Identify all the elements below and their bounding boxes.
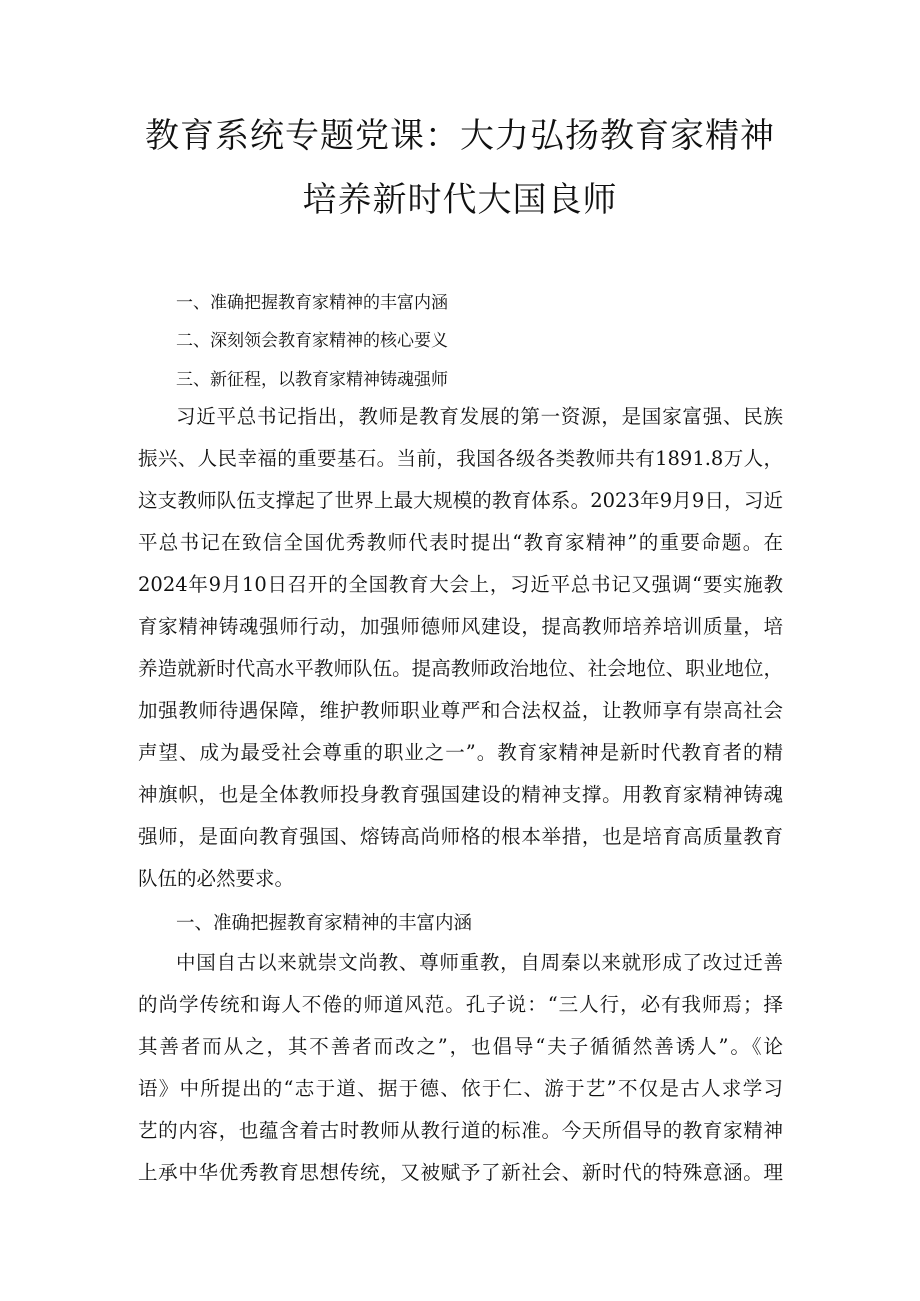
paragraph-1-line: 队伍的必然要求。 [138, 867, 295, 890]
paragraph-1-line: 2024年9月10日召开的全国教育大会上，习近平总书记又强调“要实施教 [138, 573, 783, 596]
paragraph-2-line: 语》中所提出的“志于道、据于德、依于仁、游于艺”不仅是古人求学习 [138, 1077, 783, 1100]
paragraph-1-line: 振兴、人民幸福的重要基石。当前，我国各级各类教师共有1891.8万人， [138, 447, 783, 470]
paragraph-2-line: 上承中华优秀教育思想传统，又被赋予了新社会、新时代的特殊意涵。理 [138, 1161, 783, 1184]
paragraph-1-line: 这支教师队伍支撑起了世界上最大规模的教育体系。2023年9月9日，习近 [138, 489, 783, 512]
paragraph-1-line: 强师，是面向教育强国、熔铸高尚师格的根本举措，也是培育高质量教育 [138, 825, 783, 848]
document-title-line-2: 培养新时代大国良师 [302, 180, 618, 220]
paragraph-1-line: 加强教师待遇保障，维护教师职业尊严和合法权益，让教师享有崇高社会 [138, 699, 783, 722]
paragraph-1-line: 养造就新时代高水平教师队伍。提高教师政治地位、社会地位、职业地位， [138, 657, 783, 680]
paragraph-1-line: 平总书记在致信全国优秀教师代表时提出“教育家精神”的重要命题。在 [138, 531, 783, 554]
paragraph-2-line: 艺的内容，也蕴含着古时教师从教行道的标准。今天所倡导的教育家精神 [138, 1119, 783, 1142]
paragraph-2-line: 的尚学传统和诲人不倦的师道风范。孔子说：“三人行，必有我师焉；择 [138, 993, 783, 1016]
section-1-heading: 一、准确把握教育家精神的丰富内涵 [176, 913, 473, 934]
toc-item-3: 三、新征程，以教育家精神铸魂强师 [176, 370, 448, 390]
paragraph-2-line: 中国自古以来就崇文尚教、尊师重教，自周秦以来就形成了改过迁善 [176, 951, 783, 974]
paragraph-1-line: 育家精神铸魂强师行动，加强师德师风建设，提高教师培养培训质量，培 [138, 615, 783, 638]
paragraph-1-line: 神旗帜，也是全体教师投身教育强国建设的精神支撑。用教育家精神铸魂 [138, 783, 783, 806]
paragraph-2-line: 其善者而从之，其不善者而改之”，也倡导“夫子循循然善诱人”。《论 [138, 1035, 783, 1058]
toc-item-2: 二、深刻领会教育家精神的核心要义 [176, 331, 448, 351]
paragraph-1-line: 习近平总书记指出，教师是教育发展的第一资源，是国家富强、民族 [176, 405, 783, 428]
document-title-line-1: 教育系统专题党课：大力弘扬教育家精神 [145, 116, 775, 156]
paragraph-1-line: 声望、成为最受社会尊重的职业之一”。教育家精神是新时代教育者的精 [138, 741, 783, 764]
toc-item-1: 一、准确把握教育家精神的丰富内涵 [176, 293, 448, 313]
